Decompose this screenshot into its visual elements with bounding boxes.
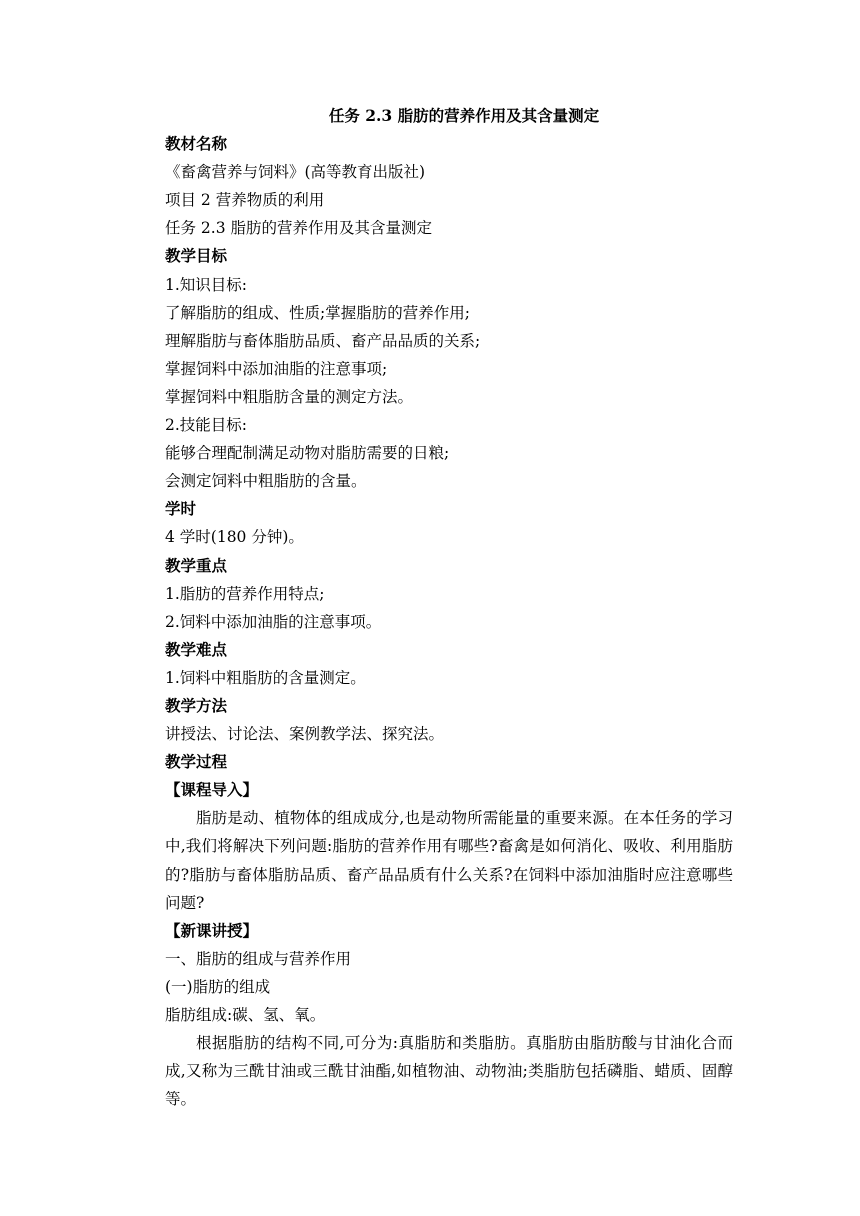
objective-line: 1.知识目标: [165,275,248,294]
textbook-line: 《畜禽营养与饲料》(高等教育出版社) [165,163,426,182]
intro-heading: 【课程导入】 [165,780,259,800]
hours-line: 4 学时(180 分钟)。 [165,528,304,547]
difficulty-line: 1.饲料中粗脂肪的含量测定。 [165,668,366,687]
key-points-heading: 教学重点 [165,555,228,575]
textbook-heading: 教材名称 [165,134,228,154]
methods-heading: 教学方法 [165,695,228,715]
objective-line: 能够合理配制满足动物对脂肪需要的日粮; [165,444,450,463]
objective-line: 掌握饲料中添加油脂的注意事项; [165,359,388,378]
section-heading: 一、脂肪的组成与营养作用 [165,949,352,968]
key-point-line: 2.饲料中添加油脂的注意事项。 [165,612,382,631]
subsection-heading: (一)脂肪的组成 [165,977,271,996]
composition-line: 脂肪组成:碳、氢、氧。 [165,1006,326,1024]
objectives-heading: 教学目标 [165,246,228,266]
classification-paragraph: 根据脂肪的结构不同,可分为:真脂肪和类脂肪。真脂肪由脂肪酸与甘油化合而成,又称为三酰甘油或三酰甘油酯,如植物油、动物油;类脂肪包括磷脂、蜡质、固醇等。 [165,1034,733,1109]
hours-heading: 学时 [165,499,197,519]
objective-line: 掌握饲料中粗脂肪含量的测定方法。 [165,387,414,406]
intro-paragraph: 脂肪是动、植物体的组成成分,也是动物所需能量的重要来源。在本任务的学习中,我们将解决下列问题:脂肪的营养作用有哪些?畜禽是如何消化、吸收、利用脂肪的?脂肪与畜体脂肪品质、畜产品品质有什么关系?在饲料中添加油脂时应注意哪些问题? [165,809,733,912]
textbook-line: 项目 2 营养物质的利用 [165,191,325,210]
key-point-line: 1.脂肪的营养作用特点; [165,584,325,603]
process-heading: 教学过程 [165,752,228,772]
textbook-line: 任务 2.3 脂肪的营养作用及其含量测定 [165,219,433,238]
new-lesson-heading: 【新课讲授】 [165,920,259,940]
objective-line: 会测定饲料中粗脂肪的含量。 [165,472,367,491]
objective-line: 2.技能目标: [165,416,248,435]
objective-line: 了解脂肪的组成、性质;掌握脂肪的营养作用; [165,303,470,322]
document-title: 任务 2.3 脂肪的营养作用及其含量测定 [328,106,600,125]
document-body [165,102,733,1113]
difficulties-heading: 教学难点 [165,639,228,659]
methods-line: 讲授法、讨论法、案例教学法、探究法。 [165,725,445,744]
objective-line: 理解脂肪与畜体脂肪品质、畜产品品质的关系; [165,331,481,350]
